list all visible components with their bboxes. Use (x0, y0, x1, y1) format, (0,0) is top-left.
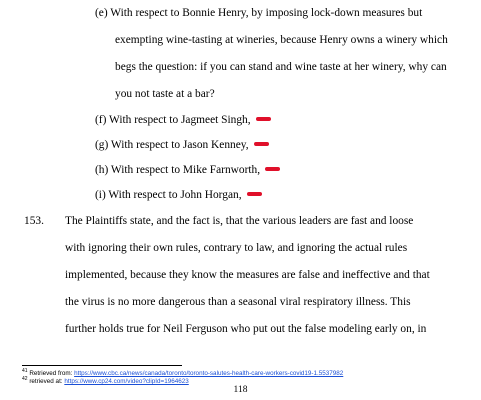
item-i (95, 188, 262, 202)
footnote-marker: 41 (22, 368, 28, 374)
redaction-mark (265, 167, 280, 171)
footnote-link[interactable]: https://www.cbc.ca/news/canada/toronto/toronto-salutes-health-care-workers-covid19-1.5537982 (74, 370, 344, 378)
paragraph-153-line-5: further holds true for Neil Ferguson who put out the false modeling early on, in (65, 323, 427, 335)
footnote-link[interactable]: https://www.cp24.com/video?clipId=1964623 (64, 378, 189, 386)
item-h (95, 163, 280, 177)
paragraph-number: 153. (24, 215, 44, 227)
item-g-text: (g) With respect to Jason Kenney, (95, 139, 249, 151)
redaction-mark (256, 117, 271, 121)
redaction-mark (254, 142, 269, 146)
footnote-prefix: Retrieved from: (29, 370, 75, 378)
item-g (95, 138, 269, 152)
footnote-separator (22, 365, 182, 366)
item-h-text: (h) With respect to Mike Farnworth, (95, 164, 261, 176)
footnote-marker: 42 (22, 376, 28, 382)
item-f (95, 113, 271, 127)
paragraph-153-line-1: The Plaintiffs state, and the fact is, that the various leaders are fast and loose (65, 215, 414, 227)
paragraph-153-line-3: implemented, because they know the measures are false and ineffective and that (65, 269, 430, 281)
item-f-text: (f) With respect to Jagmeet Singh, (95, 114, 251, 126)
paragraph-153-line-2: with ignoring their own rules, contrary to law, and ignoring the actual rules (65, 242, 408, 254)
redaction-mark (247, 192, 262, 196)
page-number: 118 (233, 385, 248, 395)
item-i-text: (i) With respect to John Horgan, (95, 189, 242, 201)
item-e-line-2: exempting wine-tasting at wineries, because Henry owns a winery which (115, 34, 448, 46)
item-e-line-4: you not taste at a bar? (115, 88, 215, 100)
item-e-line-1: (e) With respect to Bonnie Henry, by imposing lock-down measures but (95, 7, 423, 19)
item-e-line-3: begs the question: if you can stand and wine taste at her winery, why can (115, 61, 447, 73)
paragraph-153-line-4: the virus is no more dangerous than a seasonal viral respiratory illness. This (65, 296, 411, 308)
footnote-prefix: retrieved at: (29, 378, 65, 386)
